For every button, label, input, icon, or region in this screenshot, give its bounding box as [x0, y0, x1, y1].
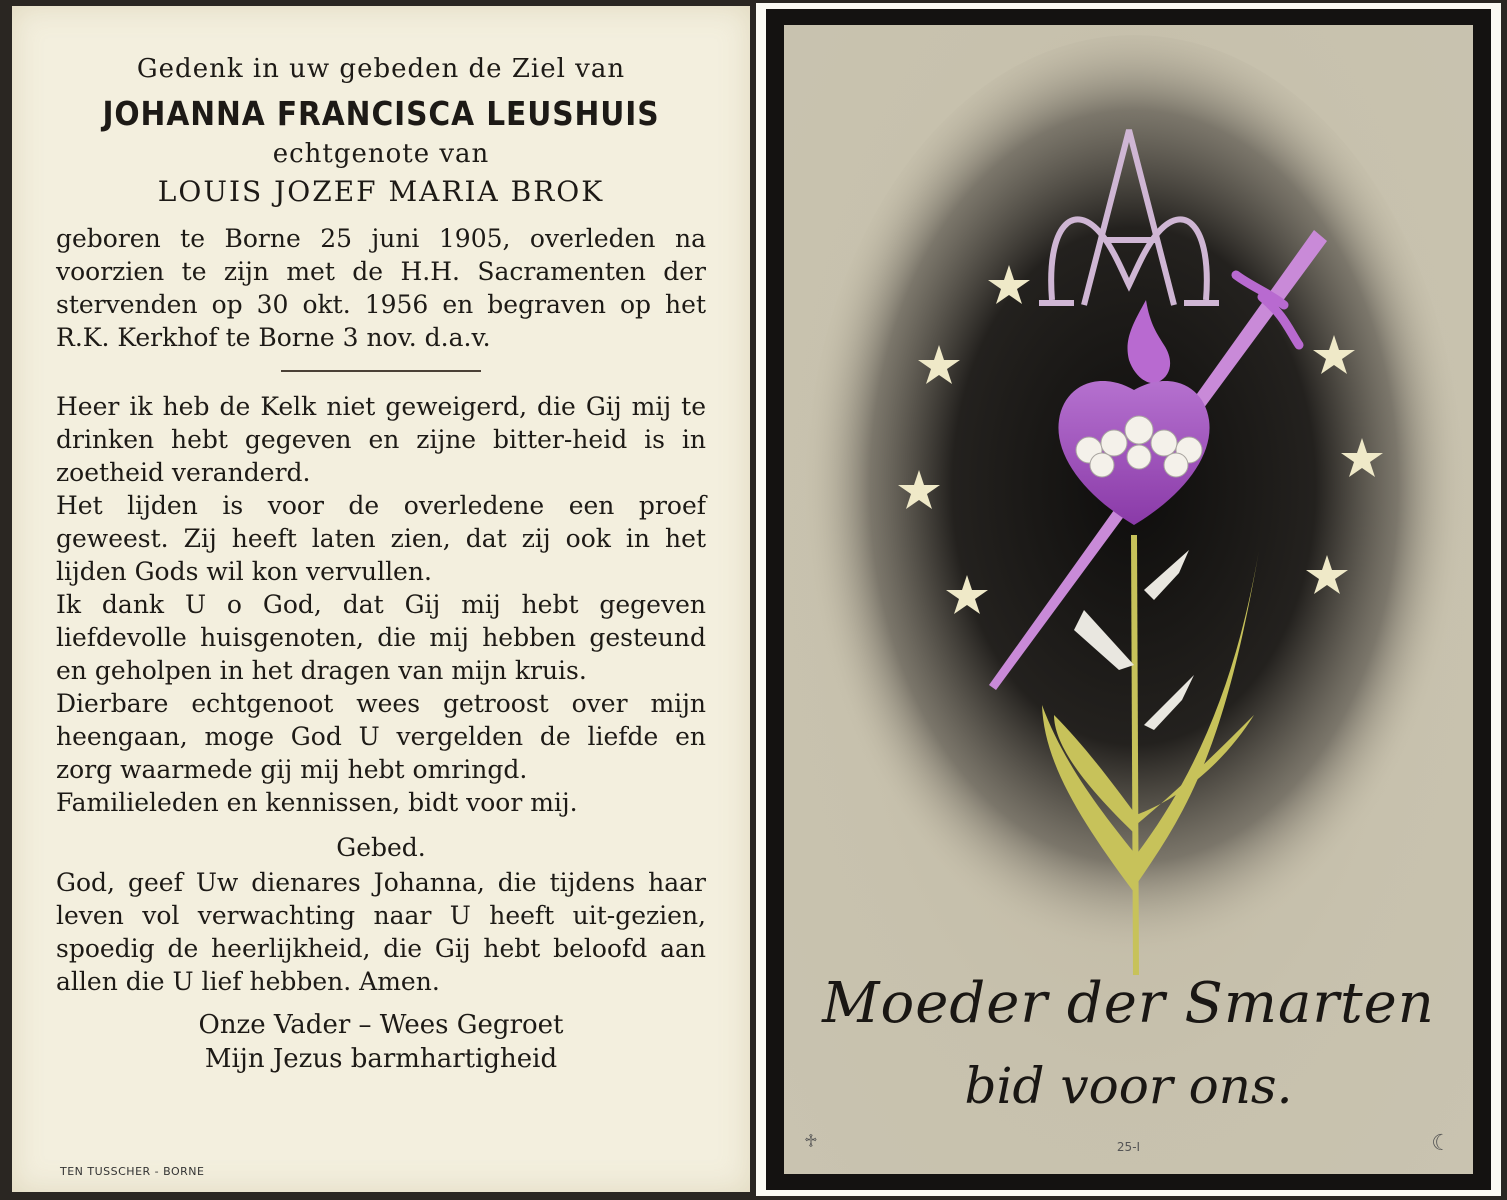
spouse-name: LOUIS JOZEF MARIA BROK: [157, 175, 605, 208]
caption-title: Moeder der Smarten: [822, 971, 1435, 1036]
text-side-card: [12, 6, 750, 1192]
image-side-card: [756, 3, 1501, 1196]
closing-line-1: Onze Vader – Wees Gegroet: [198, 1010, 564, 1040]
divider: [281, 370, 481, 372]
prayer-text: God, geef Uw dienares Johanna, die tijdens haar leven vol verwachting naar U heeft uit-gezien, spoedig de heerlijkheid, die Gij hebt beloofd aan allen die U lief hebben. Amen.: [56, 868, 706, 996]
caption-subtitle: bid voor ons.: [964, 1057, 1293, 1115]
card-code: 25-I: [1116, 1140, 1141, 1154]
artist-monogram-icon: ♱: [804, 1131, 818, 1152]
prayer-title: Gebed.: [336, 833, 426, 862]
paragraph-5: Familieleden en kennissen, bidt voor mij.: [56, 788, 578, 817]
paragraph-2: Het lijden is voor de overledene een proef geweest. Zij heeft laten zien, dat zij ook in het lijden Gods wil kon vervullen.: [56, 491, 706, 586]
biography: geboren te Borne 25 juni 1905, overleden na voorzien te zijn met de H.H. Sacramenten der stervenden op 30 okt. 1956 en begraven op het R.K. Kerkhof te Borne 3 nov. d.a.v.: [56, 224, 706, 352]
paragraph-1: Heer ik heb de Kelk niet geweigerd, die Gij mij te drinken hebt gegeven en zijne bitter-heid is in zoetheid veranderd.: [56, 392, 706, 487]
publisher-mark-icon: ☾: [1431, 1131, 1451, 1156]
closing-line-2: Mijn Jezus barmhartigheid: [204, 1044, 558, 1074]
mourning-border: [766, 9, 1491, 1190]
paragraph-4: Dierbare echtgenoot wees getroost over mijn heengaan, moge God U vergelden de liefde en zorg waarmede gij mij hebt omringd.: [56, 689, 706, 784]
paragraph-3: Ik dank U o God, dat Gij mij hebt gegeven liefdevolle huisgenoten, die mij hebben gesteund en geholpen in het dragen van mijn kruis.: [56, 590, 706, 685]
intro-line: Gedenk in uw gebeden de Ziel van: [136, 54, 626, 84]
spouse-label: echtgenote van: [272, 139, 490, 169]
illustration-panel: [784, 25, 1473, 1174]
closing-prayers: [56, 1008, 706, 1076]
card-text-block: [56, 54, 706, 1076]
printer-imprint: TEN TUSSCHER - BORNE: [60, 1165, 205, 1178]
deceased-name: JOHANNA FRANCISCA LEUSHUIS: [102, 94, 660, 133]
